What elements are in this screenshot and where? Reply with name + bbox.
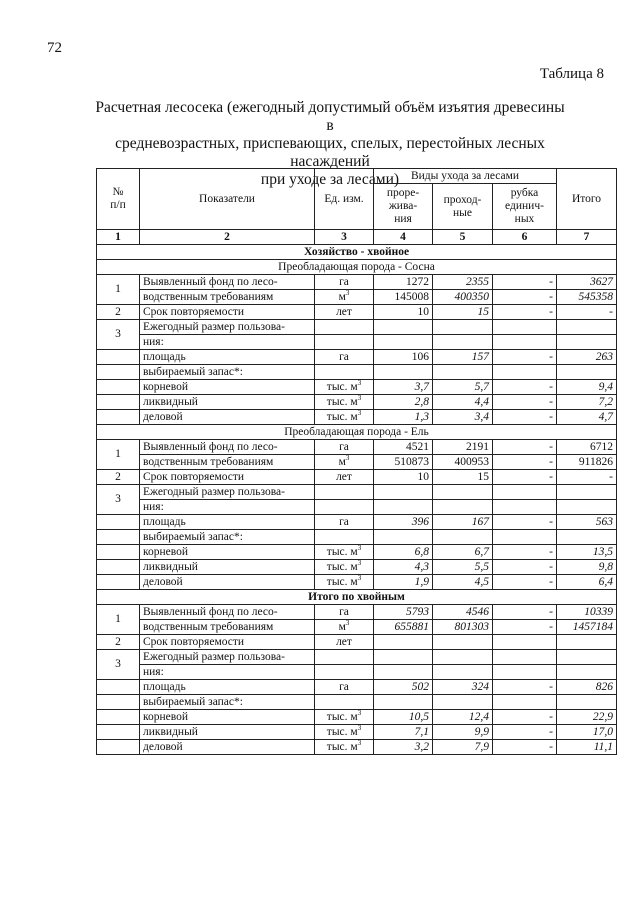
title-line: при уходе за лесами) xyxy=(260,171,400,188)
empty-cell xyxy=(374,665,433,680)
farm-title: Хозяйство - хвойное xyxy=(97,245,617,260)
empty-cell xyxy=(315,695,374,710)
value-cell: 563 xyxy=(557,515,617,530)
empty-cell xyxy=(97,350,140,365)
empty-cell xyxy=(493,530,557,545)
unit-cell xyxy=(315,560,374,575)
table-row xyxy=(97,350,617,365)
section-title: Итого по хвойным xyxy=(97,590,617,605)
value-cell: 3,2 xyxy=(374,740,433,755)
table-row xyxy=(97,380,617,395)
empty-cell xyxy=(557,530,617,545)
value-cell: - xyxy=(493,410,557,425)
table-label: Таблица 8 xyxy=(539,66,604,82)
indicator-cell: деловой xyxy=(140,410,315,425)
value-cell: - xyxy=(557,470,617,485)
value-cell: 106 xyxy=(374,350,433,365)
empty-cell xyxy=(433,530,493,545)
table-row xyxy=(97,410,617,425)
empty-cell xyxy=(97,365,140,380)
indicator-cell: ликвидный xyxy=(140,725,315,740)
value-cell: 9,8 xyxy=(557,560,617,575)
column-number: 2 xyxy=(140,230,315,245)
value-cell: - xyxy=(493,740,557,755)
row-number: 3 xyxy=(97,485,140,515)
header-single xyxy=(493,184,557,230)
empty-cell xyxy=(493,695,557,710)
indicator-cell: выбираемый запас*: xyxy=(140,365,315,380)
value-cell: - xyxy=(493,725,557,740)
empty-cell xyxy=(557,650,617,665)
value-cell: 801303 xyxy=(433,620,493,635)
column-number: 7 xyxy=(557,230,617,245)
unit-superscript: 3 xyxy=(357,544,362,552)
table-row xyxy=(97,605,617,620)
value-cell: 655881 xyxy=(374,620,433,635)
empty-cell xyxy=(557,320,617,335)
value-cell: 2,8 xyxy=(374,395,433,410)
empty-cell xyxy=(433,320,493,335)
value-cell: 13,5 xyxy=(557,545,617,560)
unit-cell: га xyxy=(315,440,374,455)
value-cell: 7,2 xyxy=(557,395,617,410)
table-row xyxy=(97,305,617,320)
empty-cell xyxy=(433,485,493,500)
value-cell: 6,8 xyxy=(374,545,433,560)
empty-cell xyxy=(315,485,374,500)
unit-cell xyxy=(315,455,374,470)
unit-cell: лет xyxy=(315,470,374,485)
empty-cell xyxy=(97,575,140,590)
table-row xyxy=(97,620,617,635)
column-number: 3 xyxy=(315,230,374,245)
header-unit: Ед. изм. xyxy=(315,169,374,230)
value-cell: 10 xyxy=(374,305,433,320)
unit-superscript: 3 xyxy=(357,724,362,732)
empty-cell xyxy=(374,320,433,335)
value-cell: 6712 xyxy=(557,440,617,455)
table-row xyxy=(97,485,617,500)
empty-cell xyxy=(315,365,374,380)
indicator-cell: площадь xyxy=(140,350,315,365)
header-text: ния xyxy=(394,213,412,225)
header-passing xyxy=(433,184,493,230)
value-cell: 10339 xyxy=(557,605,617,620)
empty-cell xyxy=(315,500,374,515)
header-total: Итого xyxy=(557,169,617,230)
unit-superscript: 3 xyxy=(357,409,362,417)
value-cell: - xyxy=(493,575,557,590)
header-kinds: Виды ухода за лесами xyxy=(374,169,557,184)
indicator-cell: Ежегодный размер пользова- xyxy=(140,650,315,665)
unit-text: тыс. м xyxy=(326,410,358,423)
value-cell: 4,4 xyxy=(433,395,493,410)
header-text: проход- xyxy=(443,193,482,206)
table-row xyxy=(97,470,617,485)
value-cell: 396 xyxy=(374,515,433,530)
value-cell: 4,3 xyxy=(374,560,433,575)
empty-cell xyxy=(433,650,493,665)
unit-cell xyxy=(315,620,374,635)
empty-cell xyxy=(493,485,557,500)
table-row xyxy=(97,335,617,350)
value-cell: - xyxy=(493,605,557,620)
empty-cell xyxy=(97,710,140,725)
value-cell: 17,0 xyxy=(557,725,617,740)
unit-text: тыс. м xyxy=(326,740,358,753)
value-cell: - xyxy=(493,290,557,305)
empty-cell xyxy=(97,680,140,695)
value-cell: - xyxy=(493,395,557,410)
unit-superscript: 3 xyxy=(345,289,350,297)
unit-text: тыс. м xyxy=(326,560,358,573)
empty-cell xyxy=(493,650,557,665)
unit-cell xyxy=(315,545,374,560)
table-row xyxy=(97,395,617,410)
farm-row xyxy=(97,245,617,260)
unit-cell xyxy=(315,410,374,425)
value-cell: - xyxy=(493,470,557,485)
header-text: № xyxy=(112,186,124,198)
unit-text: тыс. м xyxy=(326,710,358,723)
empty-cell xyxy=(97,725,140,740)
value-cell: 2191 xyxy=(433,440,493,455)
table-row xyxy=(97,275,617,290)
header-text: рубка xyxy=(510,187,539,199)
empty-cell xyxy=(557,695,617,710)
value-cell: 6,4 xyxy=(557,575,617,590)
value-cell: - xyxy=(493,545,557,560)
empty-cell xyxy=(315,335,374,350)
header-text: жива- xyxy=(388,200,418,212)
unit-text: тыс. м xyxy=(326,725,358,738)
unit-text: тыс. м xyxy=(326,395,358,408)
unit-superscript: 3 xyxy=(357,739,362,747)
indicator-cell: площадь xyxy=(140,515,315,530)
empty-cell xyxy=(557,665,617,680)
column-number: 1 xyxy=(97,230,140,245)
value-cell: 1272 xyxy=(374,275,433,290)
unit-cell: га xyxy=(315,350,374,365)
empty-cell xyxy=(493,365,557,380)
indicator-cell: ликвидный xyxy=(140,560,315,575)
indicator-cell: деловой xyxy=(140,575,315,590)
indicator-cell: площадь xyxy=(140,680,315,695)
value-cell: - xyxy=(493,350,557,365)
empty-cell xyxy=(97,560,140,575)
indicator-cell: ликвидный xyxy=(140,395,315,410)
unit-superscript: 3 xyxy=(345,454,350,462)
empty-cell xyxy=(97,545,140,560)
header-text: ные xyxy=(453,206,472,219)
value-cell: - xyxy=(493,440,557,455)
indicator-cell: водственным требованиям xyxy=(140,290,315,305)
table-row xyxy=(97,455,617,470)
indicator-cell: выбираемый запас*: xyxy=(140,530,315,545)
table-row xyxy=(97,560,617,575)
empty-cell xyxy=(493,320,557,335)
table-row xyxy=(97,545,617,560)
table-row xyxy=(97,635,617,650)
title-line: Расчетная лесосека (ежегодный допустимый объём изъятия древесины в xyxy=(95,99,565,134)
empty-cell xyxy=(433,695,493,710)
value-cell: - xyxy=(493,275,557,290)
value-cell: 15 xyxy=(433,305,493,320)
value-cell: 3627 xyxy=(557,275,617,290)
value-cell: 1,3 xyxy=(374,410,433,425)
table-row xyxy=(97,515,617,530)
empty-cell xyxy=(97,395,140,410)
table-row xyxy=(97,440,617,455)
table-row xyxy=(97,725,617,740)
unit-superscript: 3 xyxy=(345,619,350,627)
empty-cell xyxy=(374,500,433,515)
empty-cell xyxy=(433,665,493,680)
header-text: проре- xyxy=(386,187,420,199)
value-cell: 145008 xyxy=(374,290,433,305)
row-number: 1 xyxy=(97,275,140,305)
value-cell: 4521 xyxy=(374,440,433,455)
row-number: 2 xyxy=(97,470,140,485)
indicator-cell: выбираемый запас*: xyxy=(140,695,315,710)
value-cell: - xyxy=(493,710,557,725)
unit-superscript: 3 xyxy=(357,574,362,582)
value-cell: - xyxy=(493,560,557,575)
empty-cell xyxy=(97,380,140,395)
value-cell: - xyxy=(557,305,617,320)
value-cell: 10 xyxy=(374,470,433,485)
value-cell: 2355 xyxy=(433,275,493,290)
empty-cell xyxy=(374,650,433,665)
indicator-cell: корневой xyxy=(140,710,315,725)
value-cell: 7,1 xyxy=(374,725,433,740)
unit-cell xyxy=(315,710,374,725)
value-cell xyxy=(433,635,493,650)
table-row xyxy=(97,530,617,545)
empty-cell xyxy=(97,530,140,545)
unit-text: м xyxy=(338,455,346,468)
section-title-row xyxy=(97,425,617,440)
value-cell xyxy=(374,635,433,650)
table-row xyxy=(97,650,617,665)
value-cell: 5,5 xyxy=(433,560,493,575)
table-row xyxy=(97,320,617,335)
header-text: единич- xyxy=(505,200,544,212)
table-row xyxy=(97,740,617,755)
value-cell: 400350 xyxy=(433,290,493,305)
column-number: 6 xyxy=(493,230,557,245)
value-cell: - xyxy=(493,380,557,395)
empty-cell xyxy=(315,320,374,335)
unit-cell xyxy=(315,290,374,305)
value-cell: 22,9 xyxy=(557,710,617,725)
empty-cell xyxy=(374,530,433,545)
header-thinning xyxy=(374,184,433,230)
value-cell: - xyxy=(493,455,557,470)
value-cell: 5793 xyxy=(374,605,433,620)
empty-cell xyxy=(557,365,617,380)
unit-cell: лет xyxy=(315,635,374,650)
empty-cell xyxy=(493,665,557,680)
section-title-row xyxy=(97,590,617,605)
value-cell: - xyxy=(493,305,557,320)
unit-text: м xyxy=(338,620,346,633)
empty-cell xyxy=(433,335,493,350)
value-cell: 510873 xyxy=(374,455,433,470)
unit-text: тыс. м xyxy=(326,545,358,558)
row-number: 2 xyxy=(97,635,140,650)
table-row xyxy=(97,500,617,515)
table-row xyxy=(97,710,617,725)
unit-cell: га xyxy=(315,275,374,290)
value-cell xyxy=(493,635,557,650)
unit-cell xyxy=(315,395,374,410)
empty-cell xyxy=(433,500,493,515)
indicator-cell: деловой xyxy=(140,740,315,755)
value-cell: 167 xyxy=(433,515,493,530)
value-cell: 6,7 xyxy=(433,545,493,560)
unit-text: тыс. м xyxy=(326,380,358,393)
empty-cell xyxy=(315,650,374,665)
indicator-cell: водственным требованиям xyxy=(140,455,315,470)
value-cell: 1457184 xyxy=(557,620,617,635)
empty-cell xyxy=(493,500,557,515)
unit-cell xyxy=(315,575,374,590)
table-row xyxy=(97,290,617,305)
section-title: Преобладающая порода - Сосна xyxy=(97,260,617,275)
section-title-row xyxy=(97,260,617,275)
header-text: п/п xyxy=(110,199,126,211)
row-number: 1 xyxy=(97,440,140,470)
indicator-cell: ния: xyxy=(140,500,315,515)
unit-superscript: 3 xyxy=(357,394,362,402)
unit-superscript: 3 xyxy=(357,559,362,567)
indicator-cell: Ежегодный размер пользова- xyxy=(140,320,315,335)
indicator-cell: корневой xyxy=(140,545,315,560)
indicator-cell: ния: xyxy=(140,335,315,350)
value-cell: 4546 xyxy=(433,605,493,620)
value-cell: 11,1 xyxy=(557,740,617,755)
header-indicators: Показатели xyxy=(140,169,315,230)
empty-cell xyxy=(374,365,433,380)
column-number: 4 xyxy=(374,230,433,245)
table-row xyxy=(97,665,617,680)
value-cell: 911826 xyxy=(557,455,617,470)
indicator-cell: водственным требованиям xyxy=(140,620,315,635)
unit-cell: га xyxy=(315,605,374,620)
column-number: 5 xyxy=(433,230,493,245)
row-number: 3 xyxy=(97,650,140,680)
empty-cell xyxy=(315,530,374,545)
unit-cell xyxy=(315,725,374,740)
empty-cell xyxy=(557,335,617,350)
empty-cell xyxy=(557,500,617,515)
value-cell: 545358 xyxy=(557,290,617,305)
indicator-cell: Ежегодный размер пользова- xyxy=(140,485,315,500)
indicator-cell: Выявленный фонд по лесо- xyxy=(140,275,315,290)
value-cell: 12,4 xyxy=(433,710,493,725)
empty-cell xyxy=(315,665,374,680)
header-number xyxy=(97,169,140,230)
unit-superscript: 3 xyxy=(357,709,362,717)
table-row xyxy=(97,365,617,380)
empty-cell xyxy=(557,485,617,500)
value-cell: 4,7 xyxy=(557,410,617,425)
indicator-cell: корневой xyxy=(140,380,315,395)
unit-cell: га xyxy=(315,515,374,530)
empty-cell xyxy=(97,695,140,710)
indicator-cell: Срок повторяемости xyxy=(140,305,315,320)
harvest-table xyxy=(96,168,617,755)
value-cell: 7,9 xyxy=(433,740,493,755)
unit-text: м xyxy=(338,290,346,303)
unit-superscript: 3 xyxy=(357,379,362,387)
value-cell: 9,4 xyxy=(557,380,617,395)
value-cell: 15 xyxy=(433,470,493,485)
value-cell: 157 xyxy=(433,350,493,365)
empty-cell xyxy=(493,335,557,350)
unit-cell: лет xyxy=(315,305,374,320)
header-text: ных xyxy=(514,213,535,225)
empty-cell xyxy=(433,365,493,380)
table-row xyxy=(97,680,617,695)
value-cell: 10,5 xyxy=(374,710,433,725)
empty-cell xyxy=(374,485,433,500)
indicator-cell: Срок повторяемости xyxy=(140,470,315,485)
empty-cell xyxy=(97,515,140,530)
value-cell: 502 xyxy=(374,680,433,695)
section-title: Преобладающая порода - Ель xyxy=(97,425,617,440)
value-cell xyxy=(557,635,617,650)
header-row xyxy=(97,169,617,184)
value-cell: 9,9 xyxy=(433,725,493,740)
indicator-cell: Выявленный фонд по лесо- xyxy=(140,440,315,455)
empty-cell xyxy=(97,740,140,755)
value-cell: 400953 xyxy=(433,455,493,470)
indicator-cell: ния: xyxy=(140,665,315,680)
title-line: средневозрастных, приспевающих, спелых, перестойных лесных насаждений xyxy=(115,135,545,170)
unit-cell xyxy=(315,740,374,755)
column-numbers-row xyxy=(97,230,617,245)
row-number: 1 xyxy=(97,605,140,635)
indicator-cell: Срок повторяемости xyxy=(140,635,315,650)
table-row xyxy=(97,575,617,590)
unit-cell: га xyxy=(315,680,374,695)
value-cell: 826 xyxy=(557,680,617,695)
value-cell: 5,7 xyxy=(433,380,493,395)
unit-cell xyxy=(315,380,374,395)
value-cell: - xyxy=(493,620,557,635)
table-row xyxy=(97,695,617,710)
row-number: 2 xyxy=(97,305,140,320)
unit-text: тыс. м xyxy=(326,575,358,588)
empty-cell xyxy=(374,335,433,350)
row-number: 3 xyxy=(97,320,140,350)
value-cell: 324 xyxy=(433,680,493,695)
value-cell: 3,4 xyxy=(433,410,493,425)
empty-cell xyxy=(97,410,140,425)
value-cell: 1,9 xyxy=(374,575,433,590)
value-cell: - xyxy=(493,515,557,530)
empty-cell xyxy=(374,695,433,710)
value-cell: - xyxy=(493,680,557,695)
value-cell: 4,5 xyxy=(433,575,493,590)
indicator-cell: Выявленный фонд по лесо- xyxy=(140,605,315,620)
page-number: 72 xyxy=(47,40,62,56)
value-cell: 3,7 xyxy=(374,380,433,395)
value-cell: 263 xyxy=(557,350,617,365)
